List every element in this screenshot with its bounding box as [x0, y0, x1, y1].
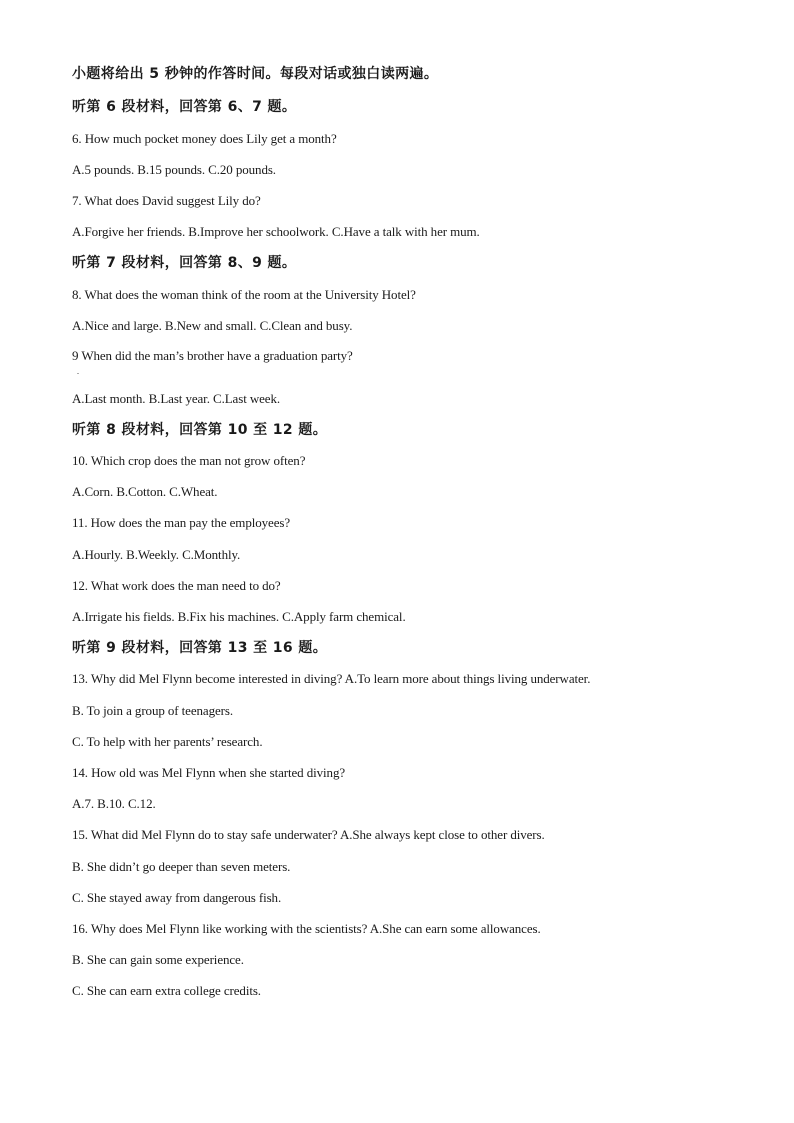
- question-12: 12. What work does the man need to do?: [72, 578, 281, 593]
- section-heading-8: 听第 8 段材料，回答第 10 至 12 题。: [72, 422, 328, 438]
- question-9: 9 When did the man’s brother have a graduation party?: [72, 348, 353, 363]
- options-12: A.Irrigate his fields. B.Fix his machines. C.Apply farm chemical.: [72, 609, 406, 624]
- section-heading-7: 听第 7 段材料，回答第 8、9 题。: [72, 255, 297, 271]
- options-6: A.5 pounds. B.15 pounds. C.20 pounds.: [72, 162, 276, 177]
- option-13b: B. To join a group of teenagers.: [72, 703, 234, 718]
- options-14: A.7. B.10. C.12.: [72, 796, 156, 811]
- question-16: 16. Why does Mel Flynn like working with the scientists? A.She can earn some allowances.: [72, 921, 541, 936]
- question-8: 8. What does the woman think of the room at the University Hotel?: [72, 287, 416, 302]
- option-13c: C. To help with her parents’ research.: [72, 734, 263, 749]
- option-16c: C. She can earn extra college credits.: [72, 983, 261, 998]
- question-6: 6. How much pocket money does Lily get a month?: [72, 131, 337, 146]
- section-heading-9: 听第 9 段材料，回答第 13 至 16 题。: [72, 640, 328, 656]
- options-10: A.Corn. B.Cotton. C.Wheat.: [72, 484, 218, 499]
- options-11: A.Hourly. B.Weekly. C.Monthly.: [72, 547, 241, 562]
- option-15b: B. She didn’t go deeper than seven meters.: [72, 859, 291, 874]
- options-7: A.Forgive her friends. B.Improve her schoolwork. C.Have a talk with her mum.: [72, 224, 480, 239]
- option-15c: C. She stayed away from dangerous fish.: [72, 890, 282, 905]
- question-13: 13. Why did Mel Flynn become interested in diving? A.To learn more about things living underwater.: [72, 671, 591, 686]
- question-15: 15. What did Mel Flynn do to stay safe underwater? A.She always kept close to other divers.: [72, 827, 545, 842]
- option-16b: B. She can gain some experience.: [72, 952, 244, 967]
- question-11: 11. How does the man pay the employees?: [72, 515, 291, 530]
- section-heading-6: 听第 6 段材料，回答第 6、7 题。: [72, 99, 297, 115]
- question-10: 10. Which crop does the man not grow often?: [72, 453, 306, 468]
- options-9: A.Last month. B.Last year. C.Last week.: [72, 391, 281, 406]
- options-8: A.Nice and large. B.New and small. C.Clean and busy.: [72, 318, 353, 333]
- instruction-text: 小题将给出 5 秒钟的作答时间。每段对话或独白读两遍。: [72, 66, 439, 82]
- question-14: 14. How old was Mel Flynn when she started diving?: [72, 765, 346, 780]
- question-7: 7. What does David suggest Lily do?: [72, 193, 261, 208]
- stray-dot: .: [77, 367, 79, 376]
